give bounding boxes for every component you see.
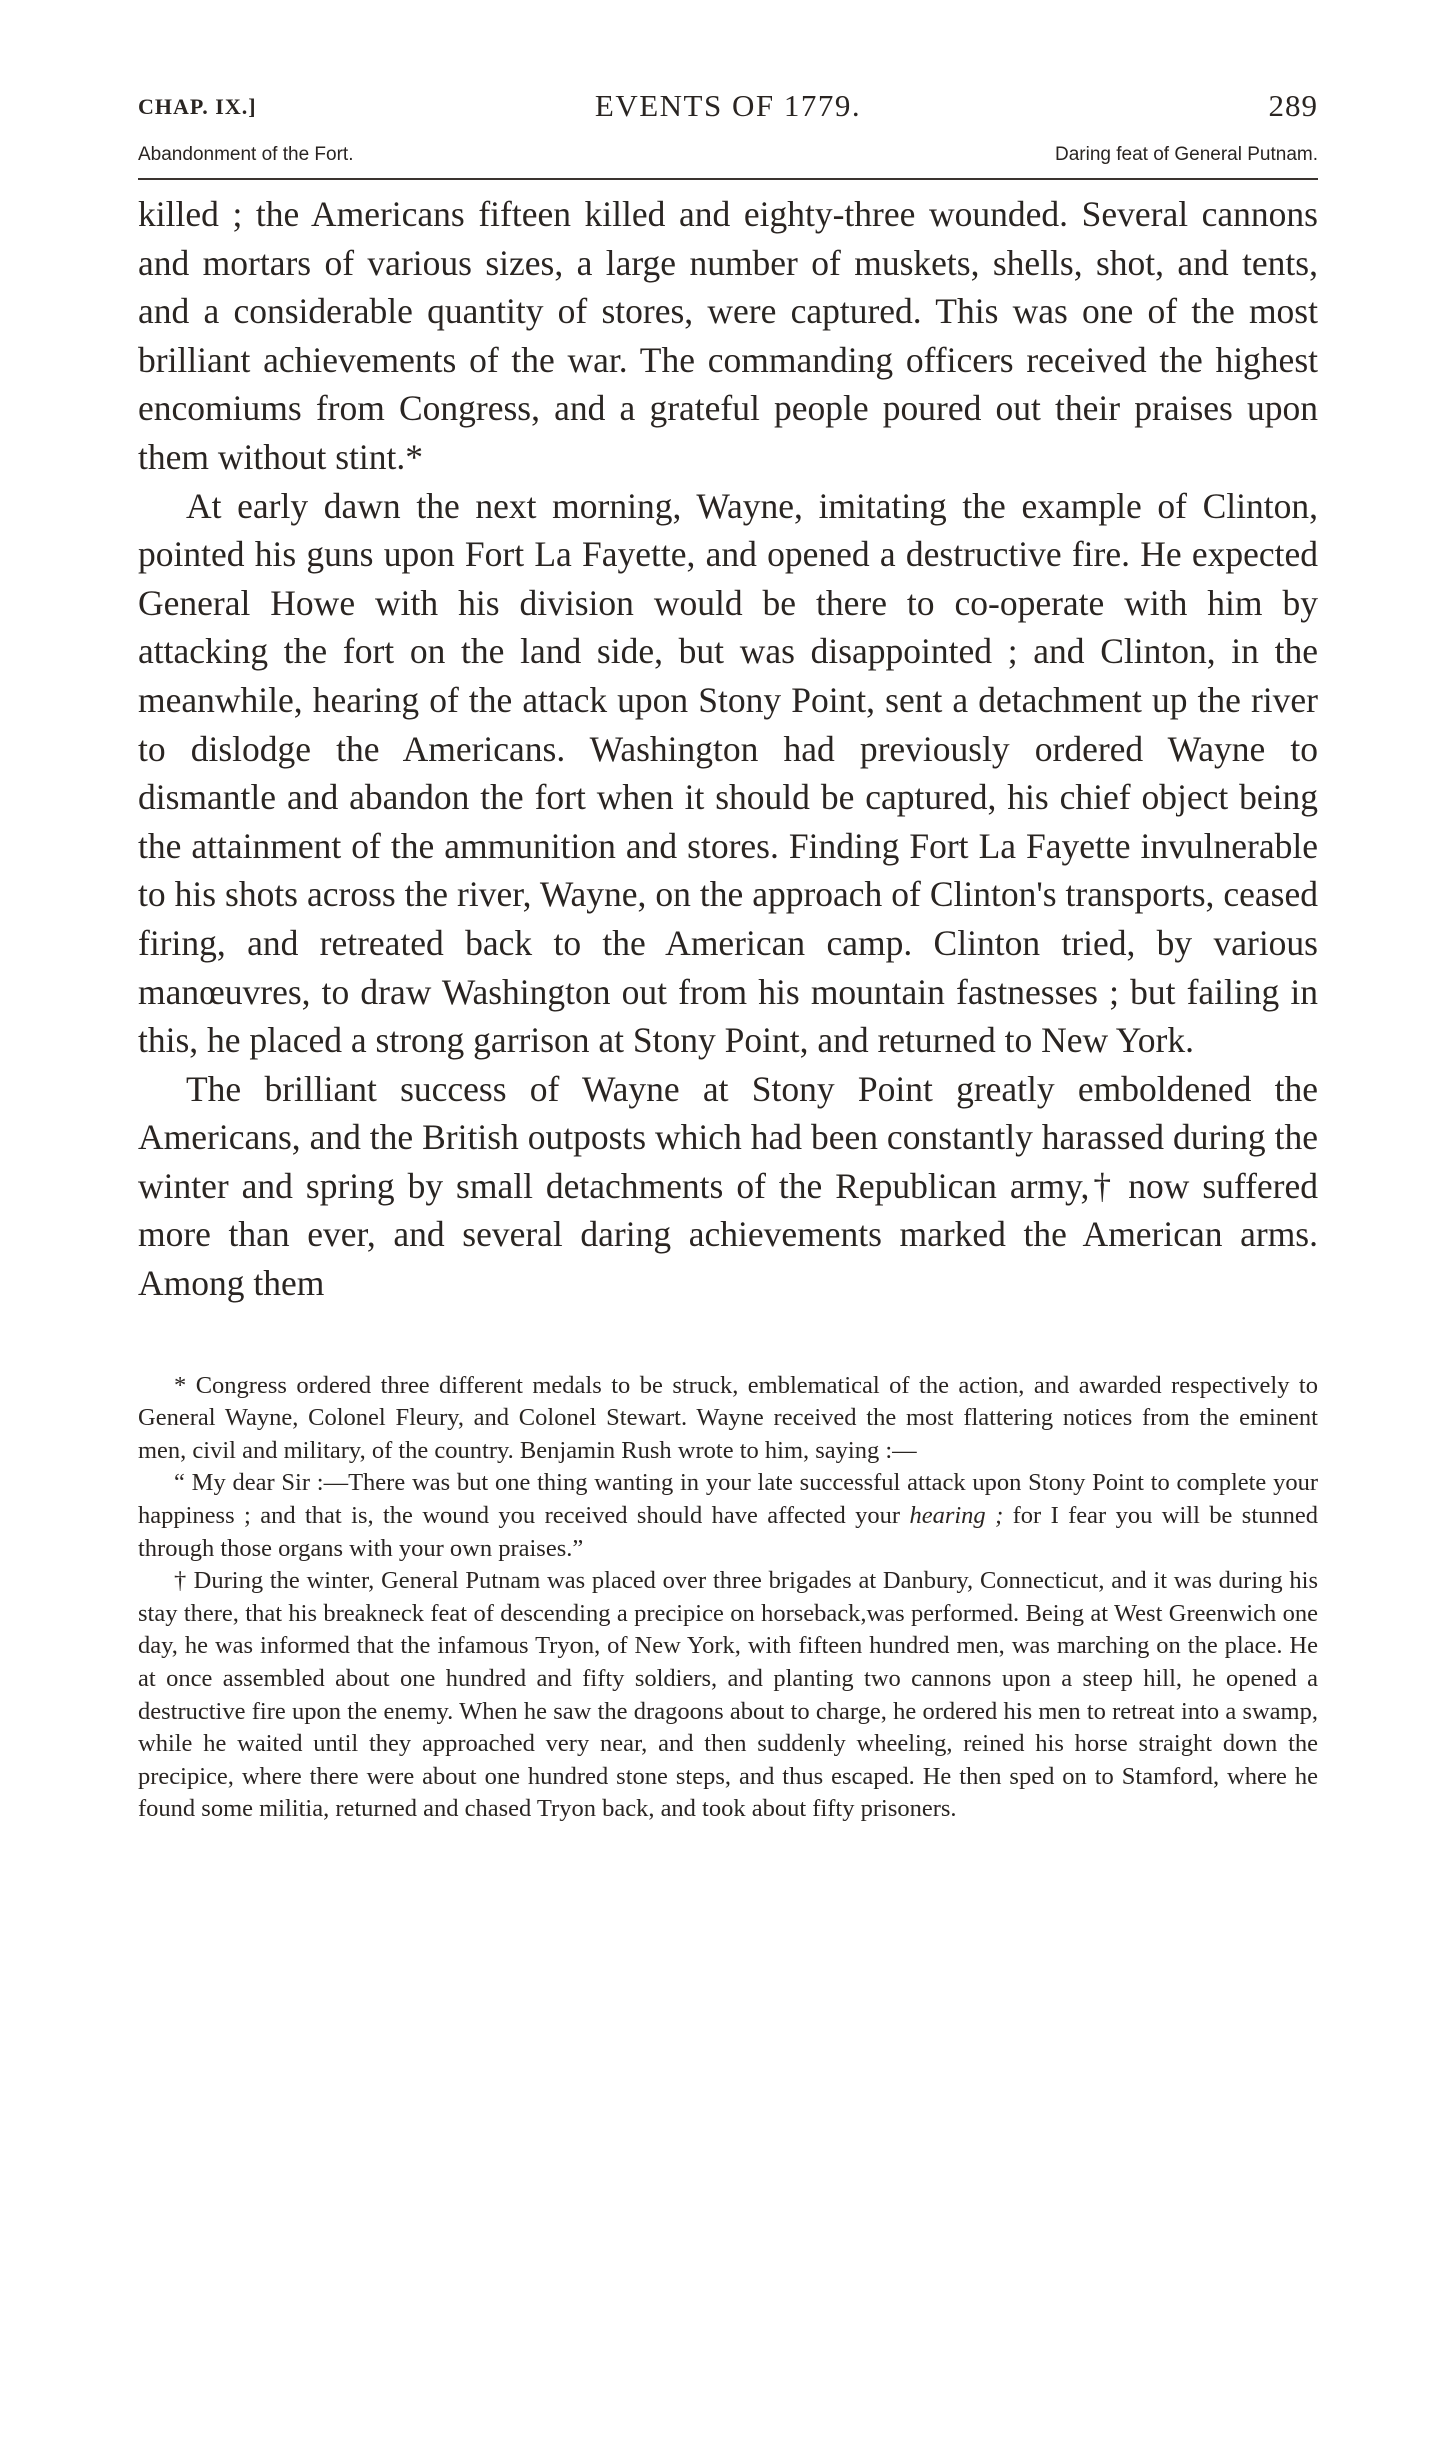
page-number: 289	[1268, 88, 1318, 123]
running-title: EVENTS OF 1779.	[594, 88, 862, 123]
footnote-letter-start: “ My dear Sir :—There was but one thing wanting in your late successful attack upon Stony Point to complete your happiness ; and that is, the wound you received should have affected your	[138, 1469, 1318, 1530]
footnote-medals: * Congress ordered three different medals to be struck, emblematical of the action, and awarded respectively to General Wayne, Colonel Fleury, and Colonel Stewart. Wayne received the most flattering notices from the eminent men, civil and military, of the country. Benjamin Rush wrote to him, saying :—	[138, 1371, 1318, 1464]
subheader	[138, 142, 1318, 180]
right-side-heading: Daring feat of General Putnam.	[1055, 144, 1318, 165]
chapter-label: CHAP. IX.]	[138, 94, 257, 119]
footnote-rush-letter	[138, 1467, 1318, 1565]
footnotes	[138, 1370, 1318, 1826]
running-header	[138, 88, 1318, 132]
left-side-heading: Abandonment of the Fort.	[138, 144, 354, 165]
footnote-letter-end: for I fear you will be stunned through those organs with your own praises.”	[138, 1502, 1319, 1562]
paragraph-2: At early dawn the next morning, Wayne, imitating the example of Clinton, pointed his guns upon Fort La Fayette, and opened a destructive fire. He expected General Howe with his division would be there to co-operate with him by attacking the fort on the land side, but was disappointed ; and Clinton, in the meanwhile, hearing of the attack upon Stony Point, sent a detachment up the river to dislodge the Americans. Washington had previously ordered Wayne to dismantle and abandon the fort when it should be captured, his chief object being the attainment of the ammunition and stores. Finding Fort La Fayette invulnerable to his shots across the river, Wayne, on the approach of Clinton's transports, ceased firing, and retreated back to the American camp. Clinton tried, by various manœuvres, to draw Washington out from his mountain fastnesses ; but failing in this, he placed a strong garrison at Stony Point, and returned to New York.	[138, 485, 1318, 1061]
body-text	[138, 190, 1318, 1308]
paragraph-1: killed ; the Americans fifteen killed and eighty-three wounded. Several cannons and mortars of various sizes, a large number of muskets, shells, shot, and tents, and a considerable quantity of stores, were captured. This was one of the most brilliant achievements of the war. The commanding officers received the highest encomiums from Congress, and a grateful people poured out their praises upon them without stint.*	[138, 194, 1318, 477]
footnote-putnam: † During the winter, General Putnam was placed over three brigades at Danbury, Connecticut, and it was during his stay there, that his breakneck feat of descending a precipice on horseback,was performed. Being at West Greenwich one day, he was informed that the infamous Tryon, of New York, with fifteen hundred men, was marching on the place. He at once assembled about one hundred and fifty soldiers, and planting two cannons upon a steep hill, he opened a destructive fire upon the enemy. When he saw the dragoons about to charge, he ordered his men to retreat into a swamp, while he waited until they approached very near, and then suddenly wheeling, reined his horse straight down the precipice, where there were about one hundred stone steps, and thus escaped. He then sped on to Stamford, where he found some militia, returned and chased Tryon back, and took about fifty prisoners.	[138, 1567, 1318, 1823]
footnote-letter-italic: hearing ;	[909, 1502, 1004, 1530]
paragraph-3: The brilliant success of Wayne at Stony Point greatly emboldened the Americans, and the British outposts which had been constantly harassed during the winter and spring by small detachments of the Republican army,† now suffered more than ever, and several daring achievements marked the American arms. Among them	[138, 1068, 1318, 1304]
book-page	[138, 88, 1318, 1826]
